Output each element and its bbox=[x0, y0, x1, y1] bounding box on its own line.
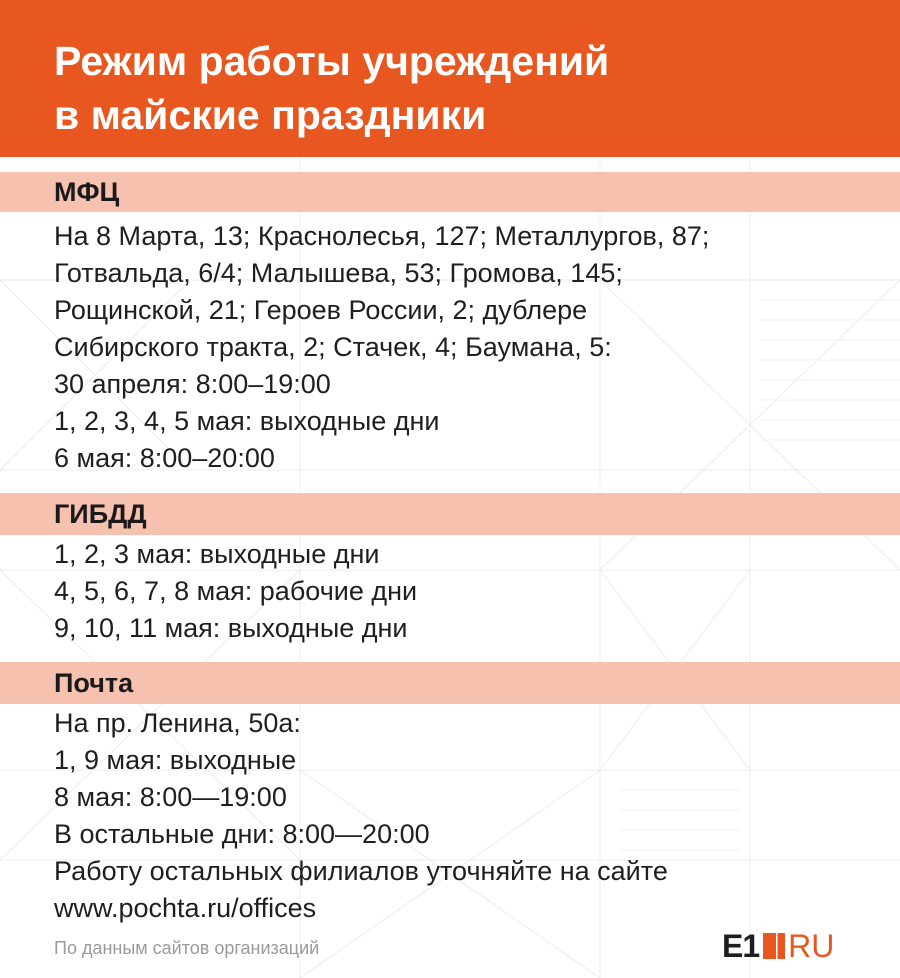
section-mfc-title: МФЦ bbox=[54, 177, 120, 207]
logo-main-text: E1 bbox=[722, 928, 760, 964]
post-website-link[interactable]: www.pochta.ru/offices bbox=[54, 893, 317, 923]
post-line: На пр. Ленина, 50а: bbox=[54, 708, 301, 738]
mfc-line: На 8 Марта, 13; Краснолесья, 127; Металлургов, 87; bbox=[54, 221, 710, 251]
page-title bbox=[54, 34, 609, 142]
gibdd-line: 4, 5, 6, 7, 8 мая: рабочие дни bbox=[54, 576, 418, 606]
logo-square-icon bbox=[763, 933, 785, 959]
gibdd-line: 9, 10, 11 мая: выходные дни bbox=[54, 613, 408, 643]
mfc-line: 6 мая: 8:00–20:00 bbox=[54, 443, 275, 473]
post-line: Работу остальных филиалов уточняйте на сайте bbox=[54, 856, 668, 886]
post-line: 1, 9 мая: выходные bbox=[54, 745, 297, 775]
page-title-line-2: в майские праздники bbox=[54, 92, 487, 138]
post-line: В остальные дни: 8:00—20:00 bbox=[54, 819, 430, 849]
header-banner bbox=[0, 0, 900, 157]
source-note: По данным сайтов организаций bbox=[54, 938, 320, 958]
section-post-title: Почта bbox=[54, 668, 134, 698]
mfc-line: Рощинской, 21; Героев России, 2; дублере bbox=[54, 295, 588, 325]
section-post-body bbox=[54, 705, 668, 927]
mfc-line: 30 апреля: 8:00–19:00 bbox=[54, 369, 331, 399]
gibdd-line: 1, 2, 3 мая: выходные дни bbox=[54, 539, 380, 569]
mfc-line: Сибирского тракта, 2; Стачек, 4; Баумана, 5: bbox=[54, 332, 612, 362]
post-line: 8 мая: 8:00—19:00 bbox=[54, 782, 287, 812]
section-gibdd-header bbox=[0, 493, 900, 535]
section-post-header bbox=[0, 662, 900, 704]
section-gibdd-body bbox=[54, 536, 417, 647]
mfc-line: Готвальда, 6/4; Малышева, 53; Громова, 145; bbox=[54, 258, 623, 288]
mfc-line: 1, 2, 3, 4, 5 мая: выходные дни bbox=[54, 406, 440, 436]
section-mfc-body bbox=[54, 218, 709, 477]
section-mfc-header bbox=[0, 172, 900, 212]
section-gibdd-title: ГИБДД bbox=[54, 499, 147, 529]
logo-suffix-text: RU bbox=[788, 928, 835, 964]
page-title-line-1: Режим работы учреждений bbox=[54, 38, 610, 84]
e1-logo[interactable] bbox=[722, 928, 834, 964]
